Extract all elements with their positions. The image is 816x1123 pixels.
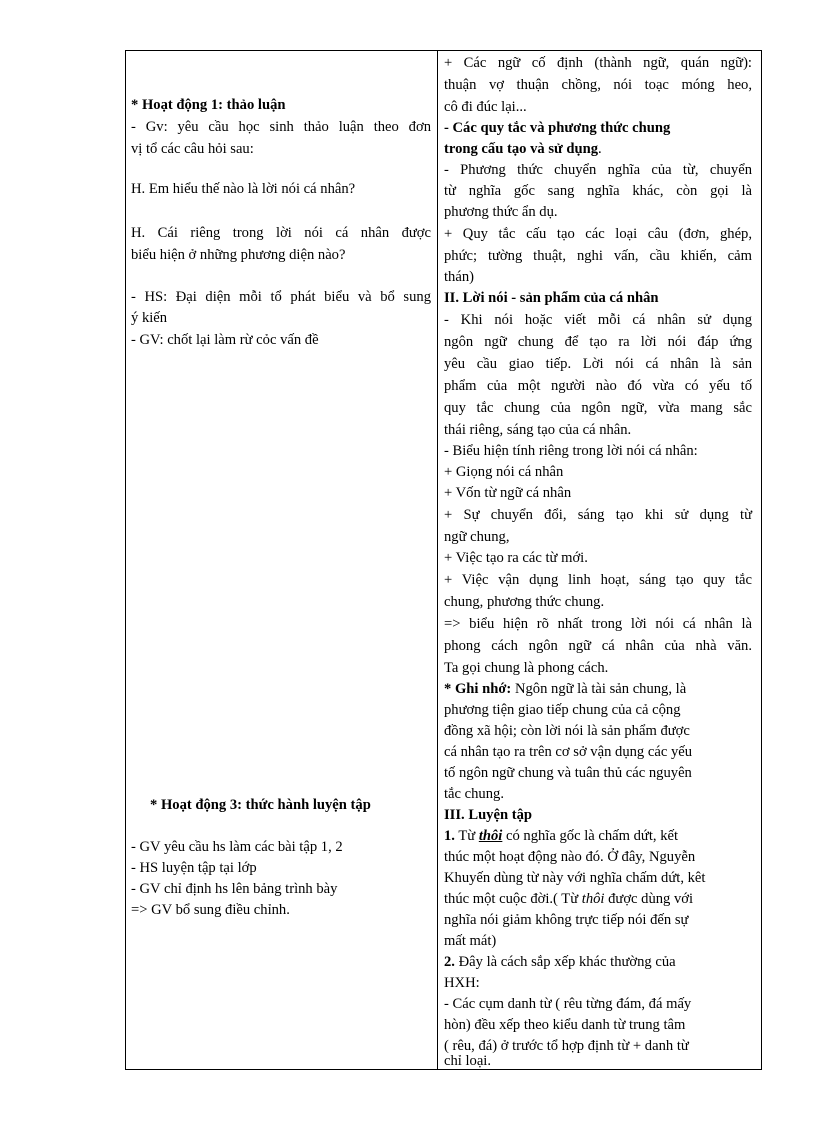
teacher-activities-column (126, 51, 438, 1069)
text-line: - Gv: yêu cầu học sinh thảo luận theo đơn (131, 119, 431, 135)
text-line: - Biểu hiện tính riêng trong lời nói cá nhân: (444, 443, 698, 459)
text-line: + Quy tắc cấu tạo các loại câu (đơn, ghép, (444, 226, 752, 242)
text-line: => GV bổ sung điều chỉnh. (131, 902, 290, 918)
lesson-table (125, 50, 762, 1070)
activity-1-title: * Hoạt động 1: thảo luận (131, 97, 286, 113)
text-line: thán) (444, 269, 474, 285)
text-line: HXH: (444, 975, 480, 991)
text-line: phương thức ẩn dụ. (444, 204, 558, 220)
text-line: tố ngôn ngữ chung và tuân thủ các nguyên (444, 765, 692, 781)
text-line: vị tổ các câu hỏi sau: (131, 141, 254, 157)
text-line: biểu hiện ở những phương diện nào? (131, 247, 346, 263)
section-heading: - Các quy tắc và phương thức chung (444, 120, 671, 136)
text-line: quy tắc chung của ngôn ngữ, vừa mang sắc (444, 400, 752, 416)
text-line: mất mát) (444, 933, 497, 949)
text-line: + Giọng nói cá nhân (444, 464, 564, 480)
text-line: từ nghĩa gốc sang nghĩa khác, còn gọi là (444, 183, 752, 199)
text-line: - HS: Đại diện mỗi tổ phát biểu và bổ sung (131, 289, 431, 305)
text-line: cá nhân tạo ra trên cơ sở vận dụng các yếu (444, 744, 693, 760)
exercise-2: 2. Đây là cách sắp xếp khác thường của (444, 954, 676, 970)
text-line: - Các cụm danh từ ( rêu từng đám, đá mấy (444, 996, 692, 1012)
text-line: ngôn ngữ chung để tạo ra lời nói đáp ứng (444, 334, 752, 350)
text-line: đồng xã hội; còn lời nói là sản phẩm được (444, 723, 690, 739)
text-line: - GV chỉ định hs lên bảng trình bày (131, 881, 338, 897)
text-line: - HS luyện tập tại lớp (131, 860, 257, 876)
text-line: tắc chung. (444, 786, 504, 802)
text-line: phương tiện giao tiếp chung của cả cộng (444, 702, 681, 718)
text-line: phẩm của một người nào đó vừa có yếu tố (444, 378, 752, 394)
question-2: H. Cái riêng trong lời nói cá nhân được (131, 225, 431, 241)
text-line: chỉ loại. (444, 1053, 492, 1069)
text-line: phức; tường thuật, nghi vấn, cầu khiến, cảm (444, 248, 752, 264)
text-line: hòn) đều xếp theo kiểu danh từ trung tâm (444, 1017, 686, 1033)
text-line: Ta gọi chung là phong cách. (444, 660, 609, 676)
question-1: H. Em hiểu thế nào là lời nói cá nhân? (131, 181, 356, 197)
text-line: thúc một hoạt động nào đó. Ở đây, Nguyễn (444, 849, 696, 865)
text-line: + Việc vận dụng linh hoạt, sáng tạo quy tắc (444, 572, 752, 588)
section-heading: III. Luyện tập (444, 807, 532, 823)
section-heading: II. Lời nói - sản phẩm của cá nhân (444, 290, 659, 306)
text-line: nghĩa nói giảm không trực tiếp nói đến sự (444, 912, 689, 928)
text-line: yêu cầu giao tiếp. Lời nói cá nhân là sản (444, 356, 752, 372)
activity-3-title: * Hoạt động 3: thức hành luyện tập (150, 797, 371, 813)
exercise-1: 1. Từ thôi có nghĩa gốc là chấm dứt, kết (444, 828, 679, 844)
text-line: chung, phương thức chung. (444, 594, 605, 610)
text-line: thúc một cuộc đời.( Từ thôi được dùng với (444, 891, 694, 907)
text-line: - Phương thức chuyển nghĩa của từ, chuyển (444, 162, 752, 178)
text-line: ngữ chung, (444, 529, 510, 545)
note-line: * Ghi nhớ: Ngôn ngữ là tài sản chung, là (444, 681, 687, 697)
section-heading: trong cấu tạo và sử dụng. (444, 141, 602, 157)
text-line: thái riêng, sáng tạo của cá nhân. (444, 422, 632, 438)
text-line: => biểu hiện rõ nhất trong lời nói cá nhân là (444, 616, 752, 632)
text-line: + Sự chuyển đổi, sáng tạo khi sử dụng từ (444, 507, 752, 523)
text-line: cô đi đúc lại... (444, 99, 527, 115)
text-line: - GV yêu cầu hs làm các bài tập 1, 2 (131, 839, 343, 855)
text-line: phong cách ngôn ngữ cá nhân của nhà văn. (444, 638, 752, 654)
text-line: + Việc tạo ra các từ mới. (444, 550, 588, 566)
content-column (438, 51, 761, 1069)
text-line: thuận vợ thuận chồng, nói toạc móng heo, (444, 77, 752, 93)
text-line: ý kiến (131, 310, 168, 326)
text-line: Khuyến dùng từ này với nghĩa chấm dứt, kêt (444, 870, 706, 886)
text-line: + Các ngữ cố định (thành ngữ, quán ngữ): (444, 55, 752, 71)
text-line: ( rêu, đá) ở trước tổ hợp định từ + danh từ (444, 1038, 689, 1054)
text-line: - GV: chốt lại làm rừ cỏc vấn đề (131, 332, 319, 348)
text-line: + Vốn từ ngữ cá nhân (444, 485, 572, 501)
text-line: - Khi nói hoặc viết mỗi cá nhân sử dụng (444, 312, 752, 328)
